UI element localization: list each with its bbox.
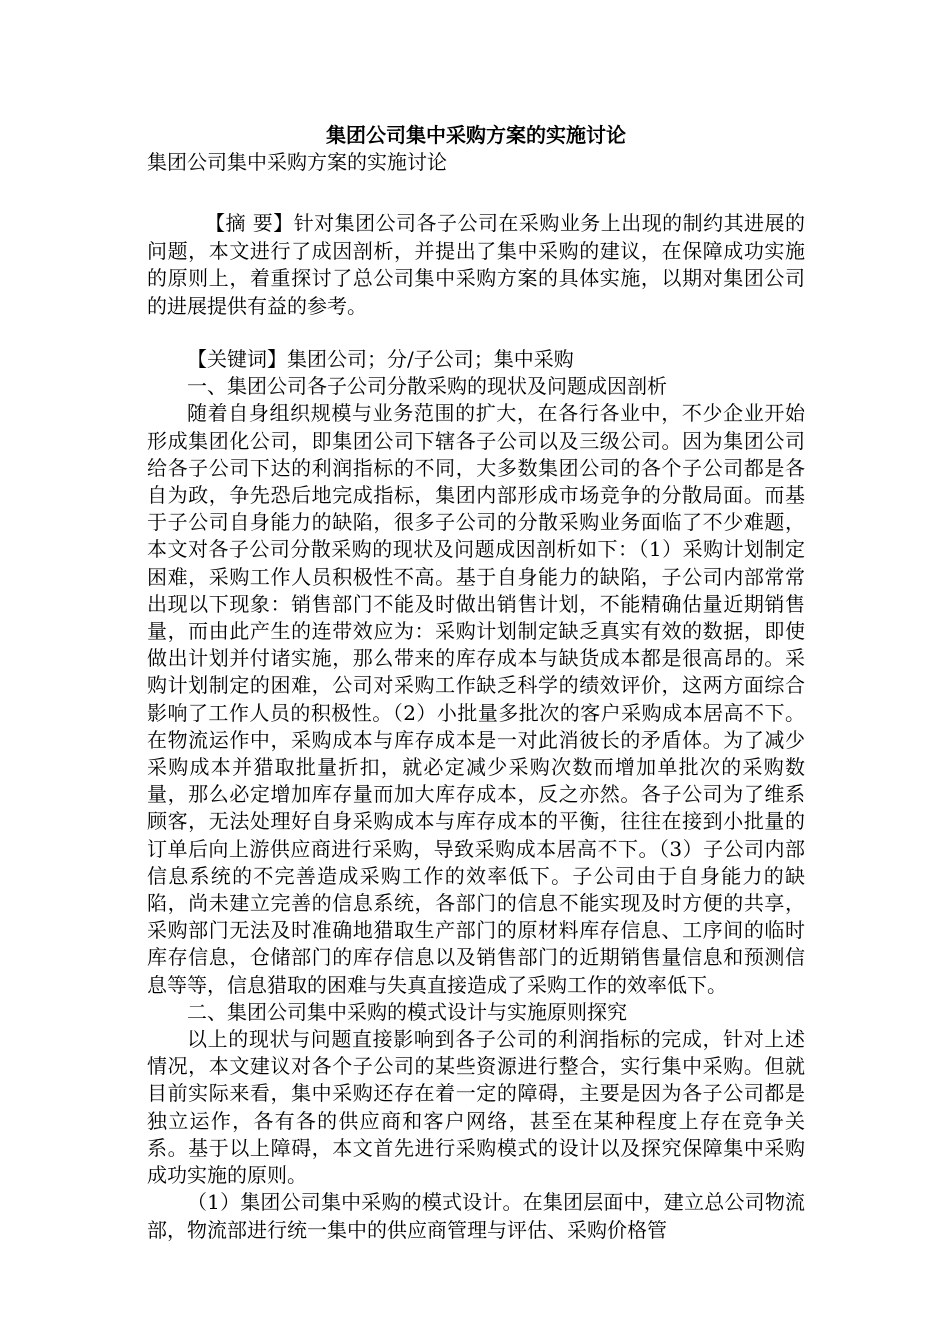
- section-2-heading: 二、集团公司集中采购的模式设计与实施原则探究: [187, 999, 627, 1024]
- section-1-heading: 一、集团公司各子公司分散采购的现状及问题成因剖析: [187, 374, 667, 399]
- section-1-body: 随着自身组织规模与业务范围的扩大，在各行各业中，不少企业开始形成集团化公司，即集团公司下辖各子公司以及三级公司。因为集团公司给各子公司下达的利润指标的不同，大多数集团公司的各个子公司都是各自为政，争先恐后地完成指标，集团内部形成市场竞争的分散局面。而基于子公司自身能力的缺陷，很多子公司的分散采购业务面临了不少难题，本文对各子公司分散采购的现状及问题成因剖析如下：（1）采购计划制定困难，采购工作人员积极性不高。基于自身能力的缺陷，子公司内部常常出现以下现象：销售部门不能及时做出销售计划，不能精确估量近期销售量，而由此产生的连带效应为：采购计划制定缺乏真实有效的数据，即使做出计划并付诸实施，那么带来的库存成本与缺货成本都是很高昂的。采购计划制定的困难，公司对采购工作缺乏科学的绩效评价，这两方面综合影响了工作人员的积极性。（2）小批量多批次的客户采购成本居高不下。在物流运作中，采购成本与库存成本是一对此消彼长的矛盾体。为了减少采购成本并猎取批量折扣，就必定减少采购次数而增加单批次的采购数量，那么必定增加库存量而加大库存成本，反之亦然。各子公司为了维系顾客，无法处理好自身采购成本与库存成本的平衡，往往在接到小批量的订单后向上游供应商进行采购，导致采购成本居高不下。（3）子公司内部信息系统的不完善造成采购工作的效率低下。子公司由于自身能力的缺陷，尚未建立完善的信息系统，各部门的信息不能实现及时方便的共享，采购部门无法及时准确地猎取生产部门的原材料库存信息、工序间的临时库存信息，仓储部门的库存信息以及销售部门的近期销售量信息和预测信息等等，信息猎取的困难与失真直接造成了采购工作的效率低下。: [147, 401, 805, 997]
- document-title: 集团公司集中采购方案的实施讨论: [326, 123, 626, 147]
- document-body: [147, 122, 805, 1244]
- section-2-body: 以上的现状与问题直接影响到各子公司的利润指标的完成，针对上述情况，本文建议对各个子公司的某些资源进行整合，实行集中采购。但就目前实际来看，集中采购还存在着一定的障碍，主要是因为各子公司都是独立运作，各有各的供应商和客户网络，甚至在某种程度上存在竞争关系。基于以上障碍，本文首先进行采购模式的设计以及探究保障集中采购成功实施的原则。: [147, 1027, 805, 1188]
- abstract-paragraph: 【摘 要】针对集团公司各子公司在采购业务上出现的制约其进展的问题，本文进行了成因剖析，并提出了集中采购的建议，在保障成功实施的原则上，着重探讨了总公司集中采购方案的具体实施，以期对集团公司的进展提供有益的参考。: [147, 211, 805, 318]
- keywords-line: 【关键词】集团公司；分/子公司；集中采购: [187, 347, 574, 371]
- document-subtitle: 集团公司集中采购方案的实施讨论: [147, 150, 447, 174]
- section-2-subsection-1: （1）集团公司集中采购的模式设计。在集团层面中，建立总公司物流部，物流部进行统一集中的供应商管理与评估、采购价格管: [147, 1190, 805, 1242]
